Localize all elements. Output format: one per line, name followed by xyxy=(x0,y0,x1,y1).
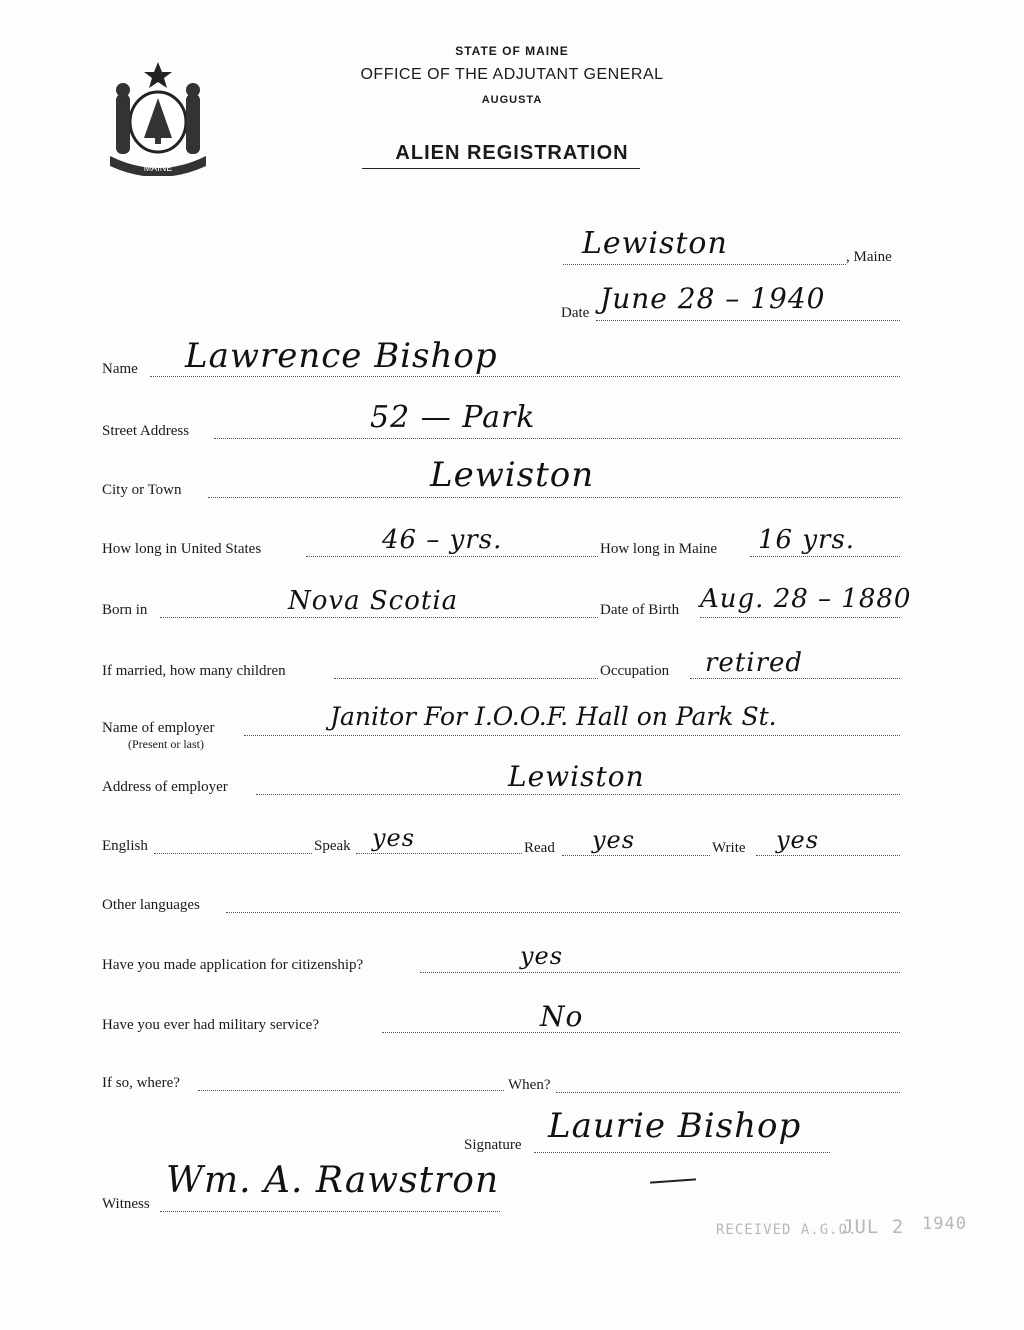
occupation-label: Occupation xyxy=(600,663,670,679)
town-suffix: , Maine xyxy=(846,249,892,265)
read-value: yes xyxy=(592,826,636,854)
other-languages-label: Other languages xyxy=(102,897,200,913)
date-value: June 28 – 1940 xyxy=(600,282,826,315)
english-line xyxy=(154,853,312,854)
where-line xyxy=(198,1090,504,1091)
name-value: Lawrence Bishop xyxy=(185,336,498,376)
received-stamp: RECEIVED A.G.O. xyxy=(716,1222,858,1238)
children-line xyxy=(334,678,598,679)
employer-label: Name of employer xyxy=(102,720,215,736)
date-line xyxy=(596,320,900,321)
signature-line xyxy=(534,1152,830,1153)
witness-label: Witness xyxy=(102,1196,150,1212)
read-label: Read xyxy=(524,840,555,856)
date-label: Date xyxy=(561,305,590,321)
employer-address-line xyxy=(256,794,900,795)
when-line xyxy=(556,1092,900,1093)
town-value: Lewiston xyxy=(582,226,728,261)
born-in-label: Born in xyxy=(102,602,148,618)
date-of-birth-label: Date of Birth xyxy=(600,602,680,618)
received-stamp-year: 1940 xyxy=(922,1214,967,1234)
signature-label: Signature xyxy=(464,1137,522,1153)
write-line xyxy=(756,855,900,856)
how-long-maine-value: 16 yrs. xyxy=(758,525,856,555)
occupation-value: retired xyxy=(705,648,804,678)
speak-label: Speak xyxy=(314,838,351,854)
how-long-maine-line xyxy=(750,556,900,557)
seal-text: MAINE xyxy=(143,163,173,173)
street-label: Street Address xyxy=(102,423,190,439)
witness-line xyxy=(160,1211,500,1212)
date-of-birth-value: Aug. 28 – 1880 xyxy=(700,584,912,614)
received-stamp-date: JUL 2 xyxy=(842,1216,905,1238)
citizenship-line xyxy=(420,972,900,973)
city-value: Lewiston xyxy=(430,455,595,495)
employer-address-value: Lewiston xyxy=(508,760,645,793)
city-label: City or Town xyxy=(102,482,182,498)
english-label: English xyxy=(102,838,148,854)
born-in-line xyxy=(160,617,598,618)
speak-value: yes xyxy=(372,824,416,852)
name-line xyxy=(150,376,900,377)
employer-line xyxy=(244,735,900,736)
town-line xyxy=(563,264,846,265)
military-label: Have you ever had military service? xyxy=(102,1017,319,1033)
occupation-line xyxy=(690,678,900,679)
employer-sublabel: (Present or last) xyxy=(128,737,204,751)
write-label: Write xyxy=(712,840,746,856)
when-label: When? xyxy=(508,1077,551,1093)
employer-address-label: Address of employer xyxy=(102,779,228,795)
header-office: OFFICE OF THE ADJUTANT GENERAL xyxy=(360,66,664,83)
witness-value: Wm. A. Rawstron xyxy=(166,1160,500,1201)
how-long-us-line xyxy=(306,556,598,557)
title-underline xyxy=(362,168,640,169)
signature-value: Laurie Bishop xyxy=(548,1106,802,1146)
where-label: If so, where? xyxy=(102,1075,180,1091)
how-long-us-value: 46 – yrs. xyxy=(382,525,503,555)
military-value: No xyxy=(540,1000,584,1033)
signature-stroke xyxy=(650,1178,696,1183)
city-line xyxy=(208,497,900,498)
employer-value: Janitor For I.O.O.F. Hall on Park St. xyxy=(330,702,777,731)
born-in-value: Nova Scotia xyxy=(288,586,459,616)
street-line xyxy=(214,438,900,439)
citizenship-value: yes xyxy=(520,942,564,970)
how-long-us-label: How long in United States xyxy=(102,541,262,557)
speak-line xyxy=(356,853,522,854)
page-title: ALIEN REGISTRATION xyxy=(395,142,629,164)
date-of-birth-line xyxy=(700,617,900,618)
other-languages-line xyxy=(226,912,900,913)
citizenship-label: Have you made application for citizenship? xyxy=(102,957,364,973)
how-long-maine-label: How long in Maine xyxy=(600,541,718,557)
read-line xyxy=(562,855,710,856)
header-city: AUGUSTA xyxy=(481,94,543,106)
military-line xyxy=(382,1032,900,1033)
header-state: STATE OF MAINE xyxy=(455,44,569,58)
children-label: If married, how many children xyxy=(102,663,286,679)
street-value: 52 — Park xyxy=(370,400,536,435)
name-label: Name xyxy=(102,361,138,377)
write-value: yes xyxy=(776,826,820,854)
